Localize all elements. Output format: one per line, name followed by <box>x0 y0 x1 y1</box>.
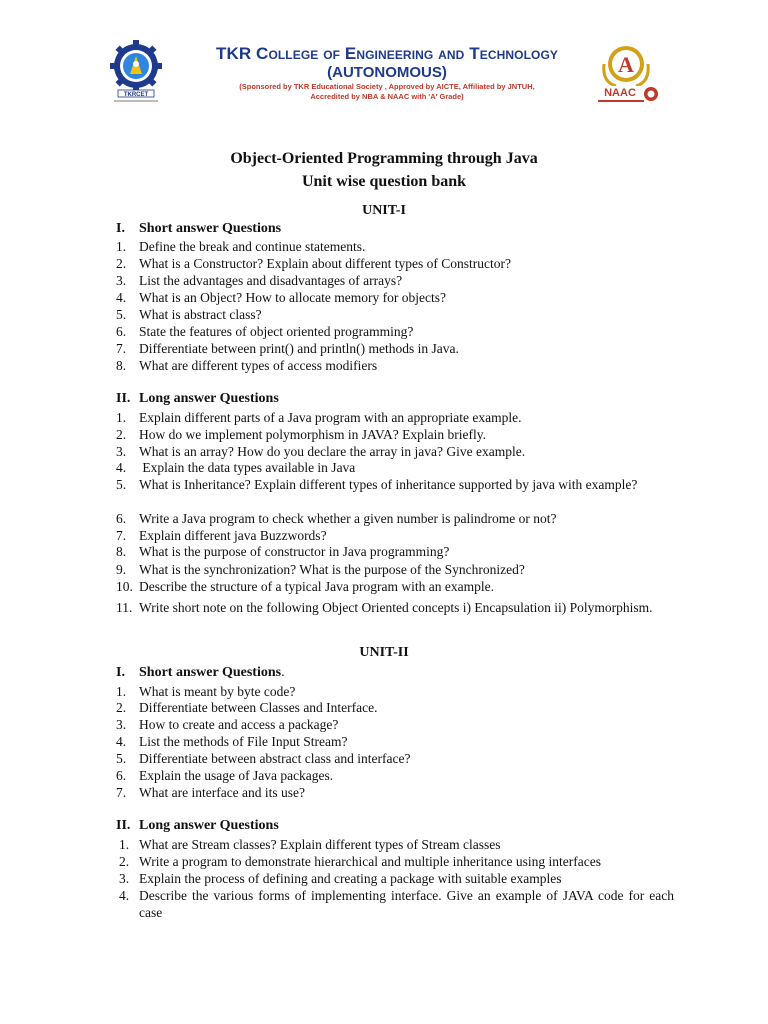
naac-grade-letter: A <box>618 52 634 77</box>
question-text: Explain the data types available in Java <box>139 460 356 475</box>
section-heading <box>116 818 279 834</box>
list-item <box>116 717 674 734</box>
question-number: 3. <box>116 273 127 288</box>
question-number: 9. <box>116 562 127 577</box>
question-number: 8. <box>116 358 127 373</box>
list-item <box>116 290 674 307</box>
question-number: 4. <box>116 460 127 475</box>
section-title-suffix: . <box>281 665 285 680</box>
list-item <box>116 544 674 561</box>
question-text: What are interface and its use? <box>139 785 306 800</box>
left-logo-text: TKRCET <box>123 92 149 98</box>
question-text: State the features of object oriented programming? <box>139 324 414 339</box>
college-emblem-logo <box>108 40 164 106</box>
question-number: 2. <box>116 256 127 271</box>
list-item <box>116 785 674 802</box>
document-title: Object-Oriented Programming through Java <box>230 150 538 167</box>
list-item <box>116 477 674 494</box>
naac-grade-logo <box>594 42 662 106</box>
college-name: TKR College of Engineering and Technology <box>216 44 558 63</box>
list-item <box>116 579 674 596</box>
section-heading <box>116 391 279 407</box>
question-number: 1. <box>116 410 127 425</box>
question-text: What is an array? How do you declare the array in java? Give example. <box>139 444 526 459</box>
question-number: 6. <box>116 768 127 783</box>
list-item <box>116 751 674 768</box>
list-item <box>116 324 674 341</box>
list-item <box>119 854 674 871</box>
question-text: What is abstract class? <box>139 307 262 322</box>
list-item <box>116 511 674 528</box>
question-text: Describe the various forms of implementing interface. Give an example of JAVA code for each case <box>139 888 674 920</box>
question-text: What is Inheritance? Explain different types of inheritance supported by java with example? <box>139 477 638 492</box>
question-number: 7. <box>116 528 127 543</box>
list-item <box>116 410 674 427</box>
list-item <box>116 239 674 256</box>
question-text: Differentiate between abstract class and interface? <box>139 751 411 766</box>
question-number: 6. <box>116 511 127 526</box>
section-title: Long answer Questions <box>139 818 279 833</box>
section-numeral: II. <box>116 818 131 833</box>
question-text: What are Stream classes? Explain different types of Stream classes <box>139 837 501 852</box>
question-number: 1. <box>116 684 127 699</box>
question-text: Write a Java program to check whether a given number is palindrome or not? <box>139 511 557 526</box>
list-item <box>116 256 674 273</box>
question-text: Explain the process of defining and creating a package with suitable examples <box>139 871 562 886</box>
question-text: Write short note on the following Object Oriented concepts i) Encapsulation ii) Polymorphism. <box>139 600 653 615</box>
question-number: 5. <box>116 307 127 322</box>
question-number: 8. <box>116 544 127 559</box>
section-heading <box>116 665 285 681</box>
question-text: How to create and access a package? <box>139 717 339 732</box>
question-number: 7. <box>116 785 127 800</box>
list-item <box>116 562 674 579</box>
question-text: Explain the usage of Java packages. <box>139 768 334 783</box>
question-number: 1. <box>116 239 127 254</box>
question-number: 3. <box>116 717 127 732</box>
question-number: 4. <box>116 734 127 749</box>
list-item <box>116 358 674 375</box>
section-title: Long answer Questions <box>139 391 279 406</box>
question-text: Explain different java Buzzwords? <box>139 528 327 543</box>
section-numeral: I. <box>116 665 125 680</box>
question-text: Differentiate between print() and println() methods in Java. <box>139 341 459 356</box>
question-text: Write a program to demonstrate hierarchical and multiple inheritance using interfaces <box>139 854 602 869</box>
section-numeral: I. <box>116 221 125 236</box>
question-text: What is the purpose of constructor in Java programming? <box>139 544 450 559</box>
list-item <box>119 837 674 854</box>
unit-heading: UNIT-II <box>359 645 409 660</box>
question-number: 3. <box>116 444 127 459</box>
section-title: Short answer Questions <box>139 665 282 680</box>
question-text: Explain different parts of a Java program with an appropriate example. <box>139 410 522 425</box>
question-number: 3. <box>119 871 130 886</box>
question-number: 2. <box>119 854 130 869</box>
list-item <box>116 444 674 461</box>
list-item <box>116 600 674 617</box>
unit-heading: UNIT-I <box>362 203 406 218</box>
question-text: How do we implement polymorphism in JAVA? Explain briefly. <box>139 427 486 442</box>
list-item <box>116 341 674 358</box>
section-heading <box>116 221 281 237</box>
list-item <box>116 273 674 290</box>
list-item <box>116 768 674 785</box>
question-text: What is the synchronization? What is the purpose of the Synchronized? <box>139 562 525 577</box>
question-text: What is meant by byte code? <box>139 684 296 699</box>
question-text: List the methods of File Input Stream? <box>139 734 348 749</box>
question-text: Describe the structure of a typical Java program with an example. <box>139 579 494 594</box>
question-number: 10. <box>116 579 133 594</box>
section-numeral: II. <box>116 391 131 406</box>
question-number: 6. <box>116 324 127 339</box>
college-status: (AUTONOMOUS) <box>327 64 447 81</box>
question-number: 1. <box>119 837 130 852</box>
question-number: 11. <box>116 600 133 615</box>
document-subtitle: Unit wise question bank <box>301 173 467 190</box>
question-number: 5. <box>116 751 127 766</box>
question-number: 2. <box>116 427 127 442</box>
question-text: List the advantages and disadvantages of arrays? <box>139 273 403 288</box>
question-text: What is a Constructor? Explain about different types of Constructor? <box>139 256 512 271</box>
naac-text: NAAC <box>604 87 636 99</box>
question-number: 2. <box>116 700 127 715</box>
list-item <box>119 888 674 921</box>
section-title: Short answer Questions <box>139 221 282 236</box>
question-text: What are different types of access modifiers <box>139 358 378 373</box>
accreditation-line: Accredited by NBA & NAAC with 'A' Grade) <box>310 92 464 101</box>
sponsor-line: (Sponsored by TKR Educational Society , Approved by AICTE, Affiliated by JNTUH, <box>239 82 535 91</box>
list-item <box>116 700 674 717</box>
list-item <box>119 871 674 888</box>
question-text: What is an Object? How to allocate memory for objects? <box>139 290 447 305</box>
question-number: 5. <box>116 477 127 492</box>
list-item <box>116 460 674 477</box>
list-item <box>116 528 674 545</box>
list-item <box>116 734 674 751</box>
list-item <box>116 684 674 701</box>
question-number: 4. <box>116 290 127 305</box>
question-number: 4. <box>119 888 130 903</box>
question-text: Differentiate between Classes and Interface. <box>139 700 378 715</box>
question-text: Define the break and continue statements. <box>139 239 366 254</box>
list-item <box>116 307 674 324</box>
question-number: 7. <box>116 341 127 356</box>
college-header <box>0 0 768 110</box>
list-item <box>116 427 674 444</box>
